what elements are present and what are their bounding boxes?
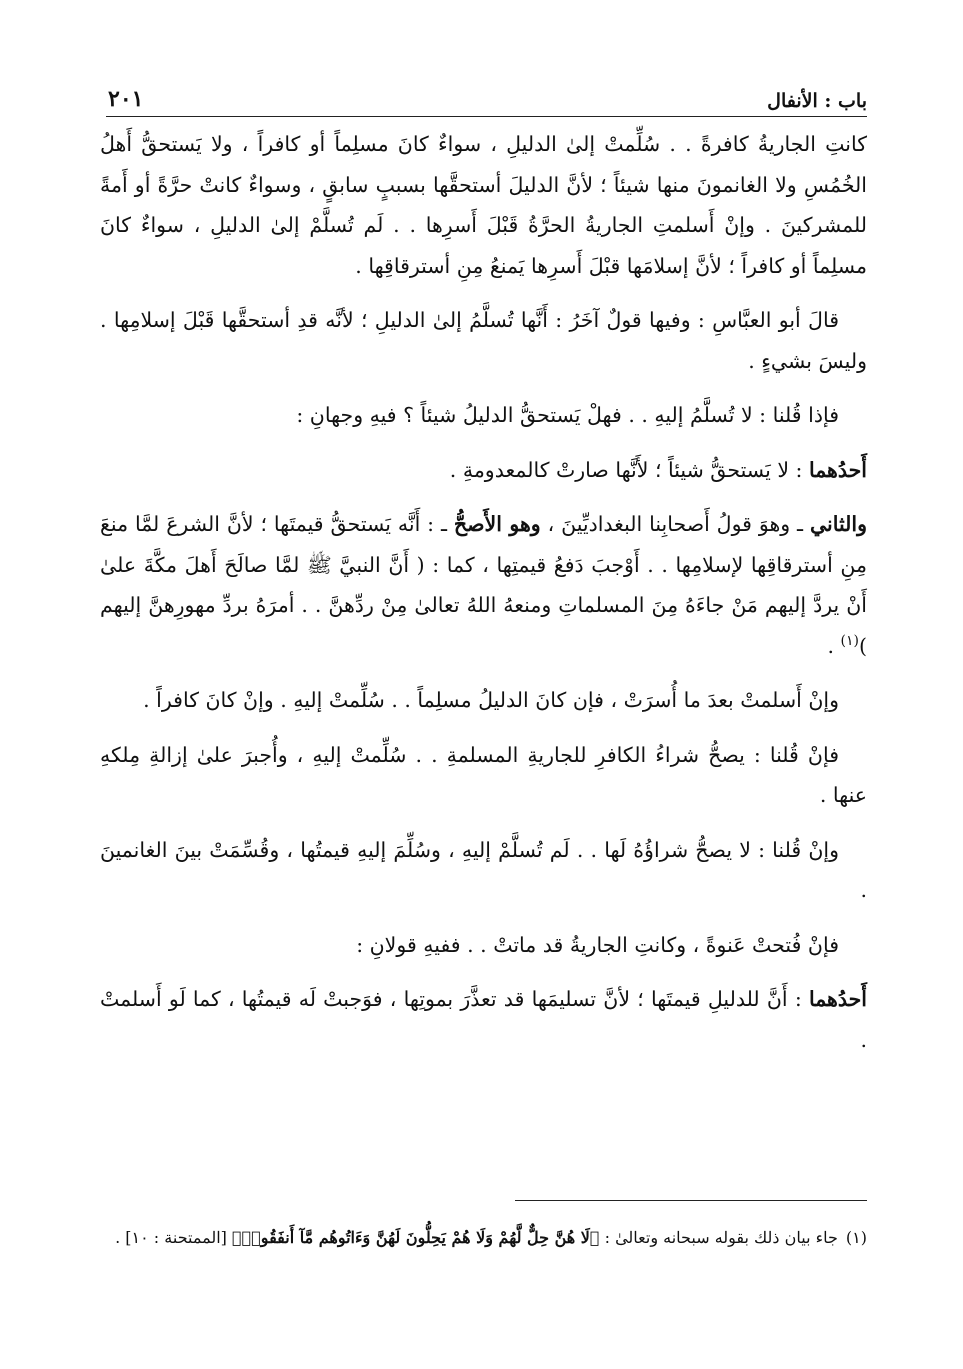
paragraph-text: . [827,633,841,658]
footnote-marker[interactable]: (١) [840,632,859,649]
body-text [100,124,867,1074]
quran-verse: ﴿لَا هُنَّ حِلٌّ لَّهُمْ وَلَا هُمْ يَحِلُّونَ لَهُنَّ وَءَاتُوهُم مَّآ أَنفَقُوا۟﴾ [232,1228,600,1247]
paragraph-lead: أَحدُهما [808,457,867,482]
paragraph-text: : أَنَّ للدليلِ قيمتَها ؛ لأنَّ تسليمَها قد تعذَّرَ بموتِها ، فوَجبتْ لَه قيمتُها ، كما لَو أَسلمتْ . [100,987,867,1052]
paragraph [100,450,867,491]
paragraph: وإنْ أَسلمتْ بعدَ ما أُسرَتْ ، فإن كانَ الدليلُ مسلِماً . . سُلِّمتْ إليهِ . وإنْ كانَ كافراً . [143,688,839,712]
footnote [100,1222,867,1254]
paragraph-text: : لا يَستحقُّ شيئاً ؛ لأَنَّها صارتْ كالمعدومةِ . [449,457,809,482]
footnote-number: (١) [845,1228,867,1247]
paragraph-lead: أَحدُهما [808,987,867,1011]
paragraph: كانتِ الجاريةُ كافرةً . . سُلِّمتْ إلىٰ الدليلِ ، سواءٌ كانَ مسلِماً أو كافراً ، ولا يَستحقُّ أَهلُ الخُمُسِ ولا الغانمونَ منها شيئاً ؛ لأنَّ الدليلَ أستحقَّها بسببٍ سابقٍ ، وسواءٌ كانتْ حرَّةً أو أَمةً للمشركينَ . وإنْ أَسلمتِ الجاريةُ الحرَّةُ قَبْلَ أَسرِها . . لَم تُسلَّمْ إلىٰ الدليلِ ، سواءٌ كانَ مسلِماً أو كافراً ؛ لأنَّ إسلامَها قبْلَ أَسرِها يَمنعُ مِنِ أسترقاقِها . [100,132,867,278]
header-rule [106,116,867,117]
paragraph-lead: وهو الأَصحُّ [453,512,541,536]
footnote-rule [515,1200,867,1201]
paragraph [100,504,867,666]
paragraph: قالَ أبو العبَّاسِ : وفيها قولٌ آخَرُ : أَنَّها تُسلَّمُ إلىٰ الدليلِ ؛ لأنَّه قدِ أستحقَّها قَبْلَ إسلامِها . وليسَ بشيءٍ . [100,308,867,373]
footnote-reference: [الممتحنة : ١٠] . [115,1228,232,1247]
paragraph: فإنْ قُلنا : يصحُّ شراءُ الكافرِ للجاريةِ المسلمةِ . . سُلِّمتْ إليهِ ، وأُجبرَ علىٰ إزالةِ مِلكهِ عنها . [100,742,867,807]
paragraph-text: ـ وهوَ قولُ أَصحابِنا البغداديِّينَ ، [540,512,810,536]
paragraph: فإذا قُلنا : لا تُسلَّمُ إليهِ . . فهلْ يَستحقُّ الدليلُ شيئاً ؟ فيهِ وجهانِ : [296,403,839,427]
paragraph-text: ـ : أَنَّه يَستحقُّ قيمتَها ؛ لأنَّ الشرعَ لمَّا منعَ مِنِ أسترقاقِها لإسلامِها . . أَوْجبَ دَفعُ قيمتِها ، كما : ( أَنَّ النبيَّ ﷺ لمَّا صالَحَ أَهلَ مكَّةَ علىٰ أَنْ يردَّ إليهم مَنْ جاءَهُ مِنَ المسلماتِ ومنعهُ اللهُ تعالىٰ مِنْ ردِّهنَّ . . أمرَهُ بردِّ مهورِهنَّ إليهم ) [100,512,867,658]
paragraph: فإنْ فُتحتْ عَنوةً ، وكانتِ الجاريةُ قد ماتتْ . . ففيهِ قولانِ : [356,932,839,957]
footnote-intro: جاء بيان ذلك بقوله سبحانه وتعالىٰ : [599,1228,838,1247]
paragraph [100,979,867,1060]
footnotes [100,1222,867,1254]
chapter-title: باب : الأنفال [767,90,867,112]
running-head [108,78,867,112]
paragraph: وإنْ قُلنا : لا يصحُّ شراؤُهُ لَها . . لَم تُسلَّمْ إليهِ ، وسُلِّمَ إليهِ قيمتُها ، وقُسِّمَتْ بينَ الغانمينَ . [100,837,867,902]
page-number: ٢٠١ [108,86,144,112]
paragraph-lead: والثاني [809,512,868,536]
